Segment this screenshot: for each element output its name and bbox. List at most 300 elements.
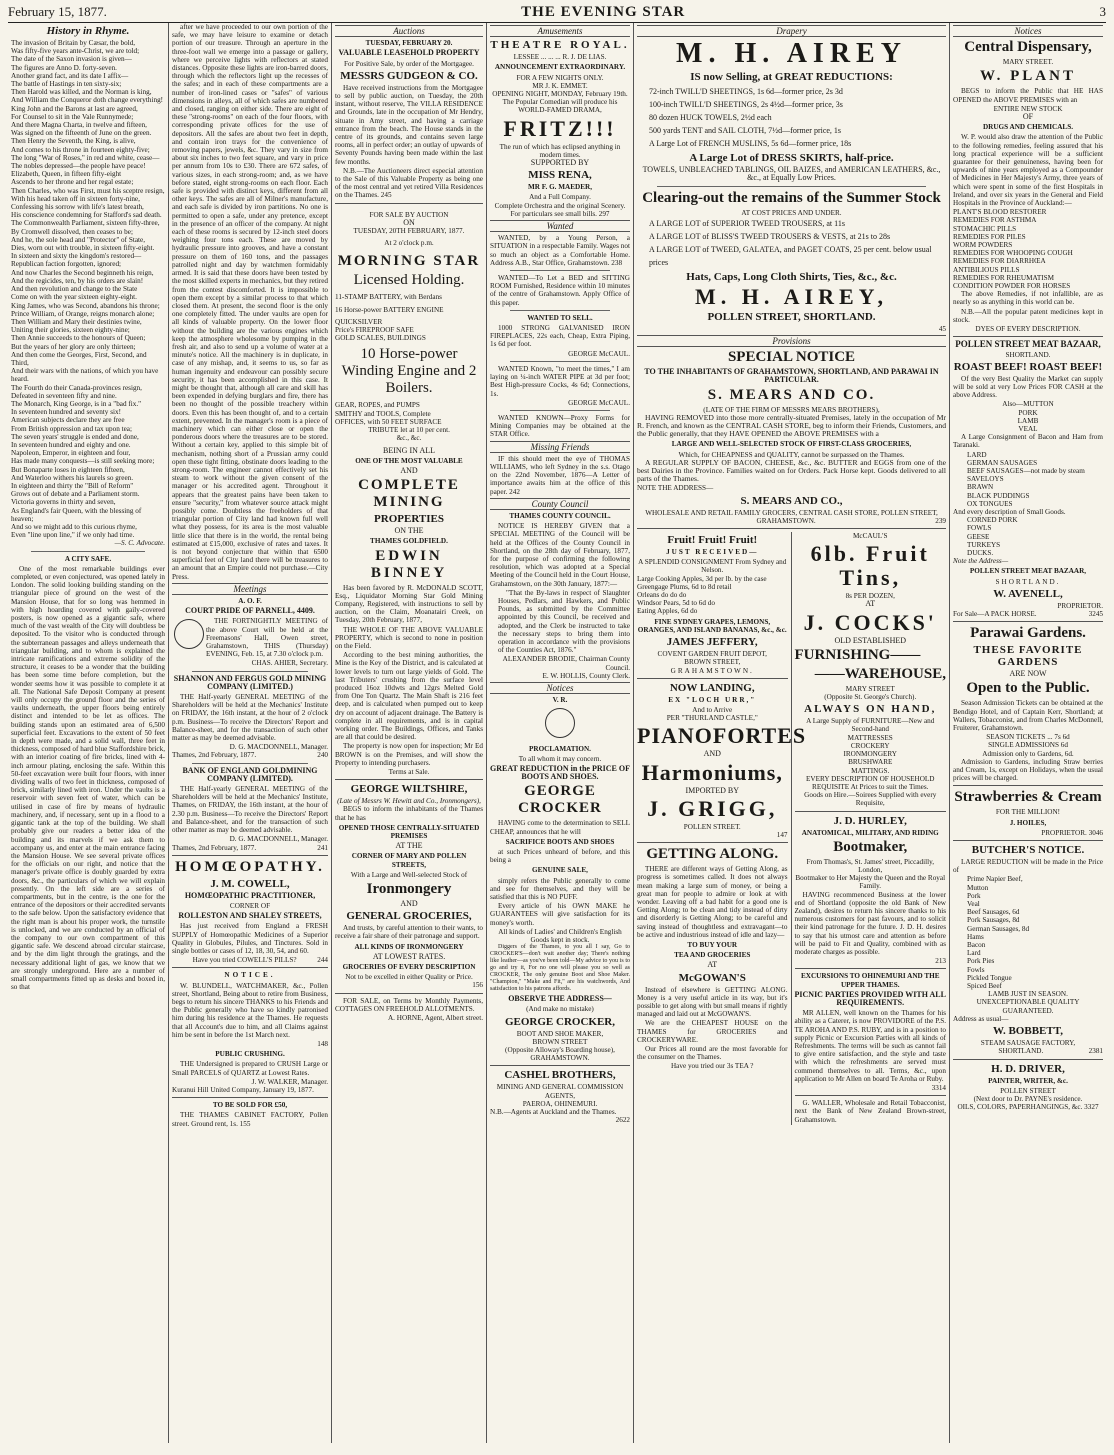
shannon-text: THE Half-yearly GENERAL MEETING of the Shareholders will be held at the Mechanics' Institute on FRIDAY, the 16th instant, at the hour of 2 o'clock p.m. Business—To receive the Directors' Report and Balance-sheet, and for the transaction of such other matter as may be deemed advisable.: [172, 693, 328, 743]
fruit: Fruit! Fruit! Fruit!: [667, 534, 758, 547]
adm2: Admission to Gardens, including Straw berries and Cream, 1s, except on Holidays, when the usual prices will be charged.: [953, 757, 1103, 783]
ironm: IRONMONGERY: [843, 750, 897, 759]
wk2: WANTED KNOWN—Proxy Forms for Mining Companies may be obtained at the STAR Office.: [490, 413, 630, 439]
next: (Next door to Dr. PAYNE's residence.: [973, 1094, 1083, 1103]
cuts: [953, 875, 1103, 990]
of: OF: [1022, 112, 1034, 122]
grapes: FINE SYDNEY GRAPES, LEMONS, ORANGES, AND ISLAND BANANAS, &c., &c.: [637, 617, 787, 634]
cut-item: Pork: [967, 891, 981, 900]
cost: AT COST PRICES AND UNDER.: [741, 208, 842, 217]
tcc: THAMES COUNTY COUNCIL.: [509, 511, 611, 520]
col5-lower: [637, 532, 946, 1125]
poem-line: The battle of Hastings in ten sixty-six;: [11, 80, 122, 89]
mcg-text: Instead of elsewhere is GETTING ALONG. Money is a very useful article in its way, but it's possible to get along with but small means if rightly managed and laid out at McGOWAN'S.: [637, 985, 788, 1019]
butcher: BUTCHER'S NOTICE.: [971, 844, 1085, 857]
bank-title: BANK OF ENGLAND GOLDMINING COMPANY (LIMITED).: [182, 765, 318, 783]
tuesday: TUESDAY, FEBRUARY 20.: [365, 39, 453, 48]
cowell-text: Has just received from England a FRESH SUPPLY of Homœopathic Medicines of a Superior Quality in Globules, Pilules, and Tinctures. Sold in single bottles or cases of 12, 18, 30, 54, and 60.: [172, 922, 328, 955]
always: ALWAYS ON HAND,: [804, 703, 937, 716]
bank-text: THE Half-yearly GENERAL MEETING of the Shareholders will be held at the Mechanics' Institute, Thames, on FRIDAY, the 16th instant, at the hour of 2.30 p.m. Business—To receive the Directors' Report and Balance-sheet, and for the transaction of such other matter as may be deemed advisable.: [172, 785, 328, 835]
shannon-sign: D. G. MACDONNELL, Manager.: [229, 743, 328, 752]
great: GREAT REDUCTION in the PRICE OF BOOTS AND SHOES.: [490, 764, 630, 782]
licensed: Licensed Holding.: [353, 272, 465, 289]
valuable: VALUABLE LEASEHOLD PROPERTY: [338, 48, 480, 58]
cut-item: Hams: [967, 932, 984, 941]
drugs: DRUGS AND CHEMICALS.: [982, 123, 1074, 132]
lard-item: BLACK PUDDINGS: [967, 491, 1030, 500]
cashel: CASHEL BROTHERS,: [504, 1069, 616, 1082]
run: The run of which has eclipsed anything in modern times.: [499, 142, 621, 159]
binney-text2: According to the best mining authorities, the Mine is the Key of the District, and is calculated at lower levels to turn out large yields of Gold. The last Tributers' crushing from the surface level produced 16oz 10dwts and 12grs Melted Gold from One Ton Quartz. The Main Shaft is 216 feet deep, and is calculated when pumped out to keep dry on account of adjacent drainage. The Battery is complete in all requirements, and is in capital working order. The Buildings, Offices, and Tanks are all that could be desired.: [335, 651, 483, 742]
wanted1: WANTED, by a Young Person, a SITUATION in a respectable Family. Wages not so much an object as a Comfortable Home. Address A.B., Star Office, Grahamstown. 238: [490, 234, 630, 267]
are-now: ARE NOW: [1009, 669, 1047, 679]
poem-line: Then Harold was killed, and the Norman is king,: [11, 88, 152, 97]
city-safe-continued: after we have proceeded to our own portion of the safe, we may have leisure to examine or detach portion of our treasure. Through an aperture in the three-foot wall we emerge into a passage or gallery, where we perceive lights with reflectors at stated distances. Opposite these lights are iron-barred doors, through which the reflectors light up the recesses of the safes; and in each of these compartments are a number of iron-lined cases or "safes" of various dimensions in alleys, all of which safes are numbered and closed, ranging on either side. There are eight of these "strong-rooms" on each of the four floors, with corresponding private offices for the use of depositors. All the safes are about two feet in depth, and contain iron trays for the convenience of removing papers, jewels, &c. They vary in size from about six inches to two feet square, and vary in price per annum from 10s to £30. There are 672 safes, of various sizes, in each strong-room; and, as we have before stated, eight strong-rooms on each floor. Each safe is provided with distinct keys, different from all other keys. The safes are all of Milner's manufacture, and each safe is divided by iron partitions. No one is permitted to open a safe, under any pretence, except in the presence of an officer of the company. At night each of these rooms is secured by 12-inch steel doors weighing four tons each. These are moved by hydraulic pressure into grooves, and have a constant pressure on them of 160 tons, and the passages patrolled night and day by watchmen formidably armed. It is said that these doors have been tested by the most skilled experts in mechanics, but they retired from the contest discomforted. It is impossible to open them except by a similar process to that which closed them. At present, the second floor is the only one completely fitted. The under vaults are open for all kinds of valuable property. On the lower floor without the building are the various engines which keep the atmosphere wholesome by pumping in the fresh air, and also to send up a volume of water at a minute's notice. All the machinery is in duplicate, in case of any mishap, and, it seems to us, so far as human ingenuity and endeavour can possibly secure security, it has been accomplished in this case. It might be thought that, although all care and skill has been expended in defying burglars and fire, there has been no thought of the possible treachery within doors. Even this has been thought of, and to a certain extent, prevented. In the manager's room is a piece of machinery which can either close or open the ponderous doors where the treasures are to be stored. Without a certain key, applied to this simple bit of mechanism, nothing short of a Prussian army could open these tight fitting, obstinate doors leading to the strong-room. The engineer cannot effectively set his steam to work without the given consent of the manager or his accredited agent. Throughout it appears that the greatest pains have been taken to ensure "security," from whatever source attack might possibly come. Doubtless the freeholders of that triangular portion of City land had known full well what they possess, for its area is the most valuable little slice that there is in the world, the rental being estimated at £15,000, exclusive of rates and taxes. It is not beyond conjecture that within that 6500 superficial feet of City land there will be treasures to an amount that an Empire could not purchase.—City Press.: [172, 23, 328, 581]
poem: [11, 39, 165, 539]
painter: PAINTER, WRITER, &c.: [988, 1076, 1068, 1085]
remedy-item: WORM POWDERS: [953, 241, 1013, 250]
shortland3: SHORTLAND. 2381: [998, 1047, 1103, 1056]
meat-item: LAMB: [1017, 416, 1039, 425]
cowell-question: Have you tried COWELL'S PILLS? 244: [192, 956, 328, 965]
now: NOW LANDING,: [669, 681, 755, 694]
corned-item: CORNED PORK: [967, 516, 1018, 525]
poem-line: And now Charles the Second beginneth his reign,: [11, 268, 154, 277]
shannon-date: Thames, 2nd February, 1877. 240: [172, 751, 328, 760]
and: AND: [703, 749, 721, 759]
lessee: LESSEE ... ... ... R. J. DE LIAS.: [513, 53, 607, 62]
mccaul: GEORGE McCAUL.: [568, 349, 630, 358]
cut-item: Fowls: [967, 965, 985, 974]
these: THESE FAVORITE GARDENS: [973, 644, 1083, 669]
opening: OPENING NIGHT, MONDAY, February 19th.: [492, 90, 628, 99]
at2: At 2 o'clock p.m.: [384, 239, 434, 248]
poem-line: Another grand fact, and its date I affix—: [11, 71, 129, 80]
masthead-date: February 15, 1877.: [8, 4, 107, 19]
all-kinds: ALL KINDS OF IRONMONGERY: [354, 942, 464, 951]
mcgowan: McGOWAN'S: [678, 971, 746, 984]
mary: MARY STREET.: [1002, 58, 1054, 67]
gudgeon: MESSRS GUDGEON & CO.: [340, 69, 478, 82]
fruit-item: Windsor Pears, 5d to 6d do: [637, 599, 715, 608]
agents: N.B.—Agents at Auckland and the Thames. 2622: [490, 1108, 630, 1125]
remedy-item: REMEDIES FOR PILES: [953, 232, 1026, 241]
being: BEING IN ALL: [383, 445, 435, 455]
bobbett: W. BOBBETT,: [992, 1025, 1063, 1038]
mears: S. MEARS AND CO.: [707, 386, 876, 403]
col5-right: [792, 532, 947, 1125]
offices: OFFICES, with 50 FEET SURFACE: [335, 417, 442, 426]
prop: PROPRIETOR.: [1057, 601, 1103, 610]
poem-line: In seventeen hundred and eighty and one.: [11, 440, 131, 449]
nb: N.B.—All the popular patent medicines kept in stock.: [953, 307, 1103, 324]
corned-item: TURKEYS: [967, 540, 1001, 549]
lard-item: OX TONGUES: [967, 499, 1013, 508]
covent: COVENT GARDEN FRUIT DEPOT,: [657, 650, 767, 659]
wts: WANTED TO SELL.: [527, 313, 593, 322]
large: LARGE AND WELL-SELECTED STOCK OF FIRST-CLASS GROCERIES,: [671, 440, 912, 449]
poem-line: The long "War of Roses," in red and white, cease—: [11, 153, 160, 162]
poem-line: By Cromwell dissolved, then ceases to be;: [11, 227, 133, 236]
auctions-header: Auctions: [335, 25, 483, 37]
crushing-company: Kuranui Hill United Company, January 19, 1877.: [172, 1085, 314, 1094]
poem-line: Ascends to her throne and her regal estate;: [11, 178, 134, 187]
and: AND: [400, 465, 418, 475]
cut-item: Pork Sausages, 8d: [967, 916, 1020, 925]
bazaar2: POLLEN STREET MEAT BAZAAR,: [969, 567, 1087, 576]
columns: [8, 23, 1106, 1443]
genuine: GENUINE SALE,: [532, 866, 588, 875]
thurland: PER "THURLAND CASTLE,": [666, 714, 758, 723]
poem-line: Confessing his sorrow with life's latest breath,: [11, 203, 144, 212]
blundell-text: W. BLUNDELL, WATCHMAKER, &c., Pollen street, Shortland, Being about to retire from Business, begs to return his sincere THANKS to his Friends and the Public generally who have so kindly patronised him during his residence at the Thames. He requests that all Account's due to him, and all Claims against him be sent in before the 1st March next.: [172, 981, 328, 1039]
lard-item: GERMAN SAUSAGES: [967, 458, 1038, 467]
at: AT: [707, 960, 718, 970]
ironmongery: Ironmongery: [366, 881, 452, 898]
crocker-text2: at such Prices unheard of before, and this being a: [490, 848, 630, 865]
city-safe-article: One of the most remarkable buildings ever completed, or even conjectured, was opened lately in London. The solid looking building standing on the triangular piece of ground on the west of the Mansion House, that for so long was hemmed in with high hoarding covered with gaily-covered posters, is now opened as a gigantic safe, where much of the vast wealth of the City will doubtless be deposited. To the visitor who is conducted through the subterranean passages and alleys underneath that triangular building, and to whom is explained the intricate ramifications and extreme solidity of the structure, it ceases to be a wonder that the building has been some time before completion, but the wonder seems how it was possible to complete it at all. The National Safe Deposit Company at present will only occupy the ground floor and the series of vaults underneath, the upper floors being entirely distinct and intended to be let as offices. The building stands upon an estimated area of 6,500 superficial feet. Excavations to the extent of 50 feet in depth were made, and a solid wall, three feet in thickness, composed of hard blue Staffordshire brick, with an interior coating of fire bricks, lined with 4-inch armour plating, enclosing the safe. Within this 50-feet excavation were built four floors, with inner dividing walls of two feet in thickness, composed of brick, similarly lined with iron. Under the vaults is a reservoir with seven feet of water, which can be utilised in case of fire by means of hydraulic machinery, and, if necessary, sent up in a flood to a gigantic tank at the top of the building. We shall probably give our readers a better idea of the building and its marvels if we ask them to accompany us, and enter at the main entrance facing the Mansion House. We see several private offices for the officials on our right, and notice that the manager's private office is doubly guarded by extra doors, &c., the particulars of which we will explain presently. On the left side are a series of compartments, but in the centre, is the one for the entrance of the depositors or their accredited servants to the safe below. Upon the satisfactory evidence that the right man is about his proper work, the turnstile is unlocked, and we are conducted by an official of the company to our own compartment of this gigantic safe. We descend abroad circular staircase, and by the dim light through the gratings, and the necessary additional light of gas, we know that we are strongly underground. Here are a number of small compartments fitted up as desks and boxed in, so that: [11, 564, 165, 992]
positive: For Positive Sale, by order of the Mortgagee.: [344, 59, 474, 68]
also: Also—MUTTON: [1002, 400, 1054, 409]
every6: And every description of Small Goods.: [953, 507, 1066, 516]
poem-line: Defeated in seventeen fifty and nine.: [11, 391, 117, 400]
lard-item: LARD: [967, 450, 987, 459]
num-148: 148: [317, 1039, 328, 1048]
hollis: E. W. HOLLIS, County Clerk.: [542, 671, 630, 680]
poem-line: As England's fair Queen, with the blessing of heaven;: [11, 506, 142, 523]
cut-item: German Sausages, 8d: [967, 924, 1030, 933]
million: FOR THE MILLION!: [995, 808, 1061, 817]
drapery-header: Drapery: [637, 25, 946, 37]
notices-header: Notices: [490, 682, 630, 694]
from: From Thomas's, St. James' street, Piccadilly, London,: [806, 857, 935, 874]
provisions-header: Provisions: [637, 335, 946, 347]
lard-item: BRAWN: [967, 483, 994, 492]
arrive: And to Arrive: [692, 705, 733, 714]
poem-line: And comes to his throne in fourteen eighty-five;: [11, 145, 150, 154]
crushing-title: PUBLIC CRUSHING.: [215, 1050, 285, 1059]
anat: ANATOMICAL, MILITARY, AND RIDING: [801, 828, 939, 837]
whole: WHOLESALE AND RETAIL FAMILY GROCERS, CENTRAL CASH STORE, POLLEN STREET, GRAHAMSTOWN. 239: [645, 508, 946, 525]
dress: A Large Lot of DRESS SKIRTS, half-price.: [689, 152, 894, 165]
drapery-item: A Large Lot of FRENCH MUSLINS, 5s 6d—former price, 18s: [649, 139, 852, 149]
column-1: [8, 23, 169, 1443]
gtown: GRAHAMSTOWN.: [530, 1054, 590, 1063]
horne: A. HORNE, Agent, Albert street.: [387, 1014, 483, 1023]
poem-line: Then William and Mary their destinies twine,: [11, 317, 142, 326]
poem-line: The nobles depressed—the people have peace!: [11, 162, 146, 171]
piano: PIANOFORTES: [637, 723, 807, 749]
remedy-item: ANTIBILIOUS PILLS: [953, 265, 1020, 274]
masthead-page: 3: [1099, 4, 1106, 19]
poem-line: The date of the Saxon invasion is given—: [11, 55, 132, 64]
poem-line: Napoleon, Emperor, in eighteen and four,: [11, 449, 131, 458]
fritz: FRITZ!!!: [503, 115, 617, 141]
remedy-item: CONDITION POWDER FOR HORSES: [953, 282, 1071, 291]
emmet: MR J. K. EMMET.: [532, 81, 588, 90]
mccaul: McCAUL'S: [853, 532, 888, 541]
lard-item: SAVELOYS: [967, 475, 1004, 484]
mccaul2: GEORGE McCAUL.: [568, 398, 630, 407]
corned-item: GEESE: [967, 532, 990, 541]
gudgeon-text: Have received instructions from the Mortgagee to sell by public auction, on Tuesday, the 20th instant, without reserve, The VILLA RESIDENCE and Grounds, late in the occupation of Mr Hendry, situate in Amy street, and having a carriage entrance from the beach. The House stands in the centre of its grounds, and contains seven large rooms, all in perfect order; an outlay of upwards of Seventy Pounds having been made within the last few months.: [335, 83, 483, 166]
complete: COMPLETE MINING: [358, 477, 460, 511]
lard: [953, 451, 1103, 508]
season: SEASON TICKETS ... 7s 6d: [986, 733, 1070, 742]
col5-left: [637, 532, 807, 1125]
pollen2: POLLEN STREET.: [683, 822, 741, 831]
poem-line: King John and the Barons at last are agreed,: [11, 104, 138, 113]
extraordinary: ANNOUNCEMENT EXTRAORDINARY.: [494, 63, 626, 72]
brush: BRUSHWARE: [848, 758, 893, 767]
pollen6: POLLEN STREET: [1000, 1086, 1056, 1095]
hurley-text: HAVING recommenced Business at the lower end of Shortland (opposite the old Bank of New Zealand), desires to return his sincere thanks to his numerous customers for past favours, and to solicit their kind patronage for the future. J. D. H. desires to say that his utmost care and attention as before will be paid to Fit and Quality, combined with as moderate charges as possible.: [794, 890, 946, 956]
column-3: [332, 23, 487, 1443]
cut-item: Pickled Tongue: [967, 973, 1012, 982]
brodie: ALEXANDER BRODIE, Chairman County Council.: [502, 655, 630, 672]
getting-text: THERE are different ways of Getting Along, as progress is sometimes called. It does not always mean making a large sum of money, or being a great man for people to admire or look at with wonder. Leaving off a bad habit for a good one is Getting Along; to be clean and tidy instead of dirty and disorderly is Getting Along; to be careful and saving instead of thoughtless and extravagant—to be active and industrious instead of idle and lazy—: [637, 865, 788, 939]
fruit-list: [637, 575, 788, 616]
tcc-text: NOTICE IS HEREBY GIVEN that a SPECIAL MEETING of the Council will be held at the Offices of the County Council in Shortland, on the 28th day of February, 1877, for the purpose of confirming the following resolution, which was adopted at a Special Meeting of the Council held in the Court House, Grahamstown, on the 30th January, 1877:—: [490, 522, 630, 588]
orchestra: Complete Orchestra and the original Scenery. For particulars see small bills. 297: [494, 201, 626, 218]
poem-line: For Counsel to sit in the Vale Runnymede;: [11, 112, 134, 121]
single: SINGLE ADMISSIONS 6d: [988, 741, 1068, 750]
cut-item: Mutton: [967, 883, 989, 892]
tea: TEA AND GROCERIES: [674, 951, 751, 960]
poem-line: And Waterloo withers his laurels so green.: [11, 473, 134, 482]
cashel-sub: MINING AND GENERAL COMMISSION AGENTS,: [496, 1083, 624, 1100]
thousand: 1000 STRONG GALVANISED IRON FIREPLACES, 22s each, Cheap, Extra Piping, 1s 6d per foot.: [490, 324, 630, 349]
meat-item: VEAL: [1018, 424, 1038, 433]
opp: (Opposite Alloway's Boarding house),: [505, 1046, 615, 1055]
plant-text: BEGS to inform the Public that HE HAS OPENED the ABOVE PREMISES with an: [953, 87, 1103, 104]
wk1: WANTED Known, "to meet the times," I am laying on ¼-inch WATER PIPE at 3d per foot; Best High-pressure Cocks, 4s 6d; Connections, 1s.: [490, 364, 630, 398]
binney: EDWIN BINNEY: [370, 547, 448, 581]
rena: MISS RENA,: [528, 169, 592, 182]
amusements-header: Amusements: [490, 25, 630, 37]
column-4: [487, 23, 634, 1443]
dyes: DYES OF EVERY DESCRIPTION.: [975, 325, 1081, 334]
cut-item: Veal: [967, 900, 980, 909]
buy: TO BUY YOUR: [687, 940, 738, 949]
above: The above Remedies, if not infallible, are as nearly so as anything in this world can be.: [953, 290, 1103, 307]
corned: [953, 516, 1103, 557]
crocker: GEORGE CROCKER: [518, 783, 602, 817]
crushing-text: THE Undersigned is prepared to CRUSH Large or Small PARCELS of QUARTZ at Lowest Rates.: [172, 1060, 328, 1077]
driver: H. D. DRIVER,: [991, 1062, 1065, 1075]
on-the: ON THE: [394, 526, 424, 536]
lot-item: A LARGE LOT of TWEED, GALATEA, and PAGET COATS, 25 per cent. below usual prices: [649, 244, 932, 267]
loch: EX "LOCH URR,": [668, 695, 757, 704]
inhab: TO THE INHABITANTS OF GRAHAMSTOWN, SHORTLAND, AND PARAWAI IN PARTICULAR.: [644, 367, 939, 385]
poem-line: Then Annie succeeds to the honours of Queen;: [11, 334, 146, 343]
etc: &c., &c.: [396, 434, 422, 443]
mattress: MATTRESSES: [847, 733, 893, 742]
remedy-item: PLANT'S BLOOD RESTORER: [953, 208, 1047, 217]
bank-sign: D. G. MACDONNELL, Manager.: [229, 835, 328, 844]
theatre: THEATRE ROYAL.: [490, 39, 630, 52]
prop2: PROPRIETOR. 3046: [1041, 828, 1103, 837]
meat-item: PORK: [1018, 408, 1038, 417]
poem-line: The Monarch, King George, is in a "bad fix.": [11, 399, 142, 408]
poem-line: And there Magna Charta, in twelve and fifteen,: [11, 121, 147, 130]
poem-line: Uniting their glories, sixteen eighty-nine;: [11, 326, 130, 335]
lot-item: A LARGE LOT of SUPERIOR TWEED TROUSERS, at 11s: [649, 218, 845, 228]
entire: ENTIRE NEW STOCK: [993, 104, 1063, 113]
poem-line: Victoria governs in thirty and seven,: [11, 498, 116, 507]
poem-line: Grows out of debate and a Parliament storm.: [11, 490, 140, 499]
jeffery: JAMES JEFFERY,: [666, 636, 758, 649]
roast: ROAST BEEF! ROAST BEEF!: [953, 360, 1103, 373]
late: (LATE OF THE FIRM OF MESSRS MEARS BROTHERS),: [703, 405, 880, 414]
harm: Harmoniums,: [641, 759, 783, 785]
addr: Address as usual—: [953, 1014, 1009, 1023]
cheapest: We are the CHEAPEST HOUSE on the THAMES for GROCERIES and CROCKERYWARE.: [637, 1019, 788, 1044]
whole: THE WHOLE OF THE ABOVE VALUABLE PROPERTY, which is second to none in position on the Field.: [335, 625, 483, 650]
popular: The Popular Comedian will produce his WORLD-FAMED DRAMA,: [502, 98, 618, 115]
poem-line: Prince William, of Orange, reigns monarch alone;: [11, 309, 155, 318]
poem-line: King James, who was Second, abandons his throne;: [11, 301, 160, 310]
remedy-item: REMEDIES FOR ASTHMA: [953, 216, 1037, 225]
wanted-header: Wanted: [490, 220, 630, 232]
brown: BROWN STREET: [532, 1037, 588, 1046]
sold-text: THE THAMES CABINET FACTORY, Pollen street. Ground rent, 1s. 155: [172, 1111, 328, 1128]
hoiles: J. HOILES,: [1009, 818, 1047, 827]
with: With a Large and Well-selected Stock of: [350, 870, 468, 879]
num-45: 45: [938, 324, 946, 333]
every: EVERY DESCRIPTION OF HOUSEHOLD REQUISITE At Prices to suit the Times.: [805, 774, 935, 791]
paeroa: PAEROA, OHINEMURI.: [522, 1099, 598, 1108]
column-5: [634, 23, 950, 1443]
and2: AND: [400, 899, 418, 909]
lots: [637, 217, 946, 269]
poem-line: In eighteen and thirty the "Bill of Reform": [11, 481, 134, 490]
poem-line: But Bonaparte loses in eighteen fifteen,: [11, 465, 125, 474]
homoeopathy-title: HOMŒOPATHY.: [175, 858, 325, 875]
crocker-text: HAVING come to the determination to SELL CHEAP, announces that he will: [490, 819, 630, 836]
num-147: 147: [776, 830, 788, 839]
poem-line: And he, the sole head and "Protector" of State,: [11, 235, 146, 244]
mears-text: HAVING REMOVED into those more centrally-situated Premises, lately in the occupation of Mr R. French, and known as the CENTRAL CASH STORE, beg to inform their Friends, Customers, and the Public generally, that they HAVE OPENED the ABOVE PREMISES with a: [637, 412, 946, 439]
excursions: EXCURSIONS TO OHINEMURI AND THE UPPER THAMES.: [800, 972, 940, 989]
masthead: [8, 4, 1106, 23]
mears2: S. MEARS AND CO.,: [740, 494, 843, 507]
remedy-item: REMEDIES FOR DIARRHŒA: [953, 257, 1046, 266]
poem-line: Dies, worn out with trouble, in sixteen fifty-eight.: [11, 244, 155, 253]
nomistake: (And make no mistake): [526, 1005, 594, 1014]
picnic: PICNIC PARTIES PROVIDED WITH ALL REQUIREMENTS.: [794, 989, 946, 1007]
company: And a Full Company.: [529, 193, 591, 202]
every: Every article of his OWN MAKE he GUARANTEES will give satisfaction for its money's worth.: [490, 902, 630, 927]
just: JUST RECEIVED—: [666, 548, 759, 557]
clearing: Clearing-out the remains of the Summer Stock: [642, 189, 941, 206]
waller: G. WALLER, Wholesale and Retail Tobacconist, next the Bank of New Zealand Brown-street, Grahamstown.: [794, 1099, 946, 1124]
hire: Goods on Hire.—Soirees Supplied with every Requisite,: [804, 791, 937, 808]
per: 8s PER DOZEN,: [845, 592, 895, 601]
not-be: Not to be excelled in either Quality or Price.: [345, 973, 473, 982]
corned-item: FOWLS: [967, 524, 992, 533]
diggers: Diggers of the Thames, to you all I say, Go to CROCKER'S—don't wait another day; There's nothing like leather—as you've been told—My advice to you is to go and try it, For no one will please you so well as CROCKER, The only genuine Boot and Shoe Maker. "Champion," "Make and Fit," are his watchwords, And satisfaction to his patrons affords.: [490, 944, 630, 993]
poem-line: Elizabeth, Queen, in fifteen fifty-eight: [11, 170, 122, 179]
season-text: Season Admission Tickets can be obtained at the Bendigo Hotel, and of Captain Kerr, Shortland; at Wallers, Tobacconist, and from Charles McDonnell, Fruiterer, Grahamstown.: [953, 699, 1103, 732]
mattings: MATTINGS.: [851, 766, 890, 775]
masthead-title: THE EVENING STAR: [521, 4, 686, 20]
for-sale: FOR SALE BY AUCTION: [369, 210, 449, 219]
tgf: THAMES GOLDFIELD.: [370, 537, 448, 546]
poem-line: And their wars with the nations, of which you have heard.: [11, 367, 159, 384]
quick: QUICKSILVER: [335, 317, 383, 326]
cut-item: Lard: [967, 949, 981, 958]
drapery-item: 72-inch TWILL'D SHEETINGS, 1s 6d—former price, 2s 3d: [649, 87, 843, 97]
old: OLD ESTABLISHED: [834, 635, 907, 645]
fruit-item: Eating Apples, 6d do: [637, 607, 698, 616]
mary: MARY STREET: [845, 684, 895, 693]
imported: IMPORTED BY: [685, 785, 740, 795]
groceries: GENERAL GROCERIES,: [346, 910, 472, 923]
poem-line: The seven years' struggle is ended and done,: [11, 432, 139, 441]
poem-credit: —S. C. Advocate.: [114, 539, 165, 548]
maeder: MR F. G. MAEDER,: [527, 183, 593, 192]
wiltshire-text: BEGS to inform the inhabitants of the Thames that he has: [335, 805, 483, 822]
genuine-text: simply refers the Public generally to come and see for themselves, and they will be satisfied that this is NO PUFF.: [490, 876, 630, 902]
brown: BROWN STREET,: [684, 658, 741, 667]
sold-title: TO BE SOLD FOR £50,: [212, 1101, 288, 1110]
drapery-item: 80 dozen HUCK TOWELS, 2½d each: [649, 113, 772, 123]
poem-line: The Fourth do their Canada-provinces resign,: [11, 383, 142, 392]
straw: Strawberries & Cream: [954, 789, 1102, 806]
pollen-meat: POLLEN STREET MEAT BAZAAR,: [955, 339, 1101, 350]
poem-line: The Commonwealth Parliament, sixteen fifty-three,: [11, 219, 160, 228]
stamp: 11-STAMP BATTERY, with Berdans: [335, 293, 442, 302]
remedy-item: REMEDIES FOR RHEUMATISM: [953, 273, 1055, 282]
warehouse: ——WAREHOUSE,: [814, 665, 946, 682]
court-sign: CHAS. AHIER, Secretary.: [251, 659, 328, 668]
poem-line: Come on with the year sixteen eighty-eight.: [11, 293, 137, 302]
column-6: [950, 23, 1106, 1443]
queen: Bootmaker to Her Majesty the Queen and the Royal Family.: [795, 874, 946, 891]
hats: Hats, Caps, Long Cloth Shirts, Ties, &c., &c.: [686, 270, 897, 283]
gudgeon-nb: N.B.—The Auctioneers direct especial attention to the Sale of this Valuable Property as being one of the most central and yet retired Villa Residences on the Thames. 245: [335, 166, 483, 200]
poem-line: Has made many conquests—is still seeking more;: [11, 457, 155, 466]
steam: STEAM SAUSAGE FACTORY,: [980, 1039, 1076, 1048]
lowest: AT LOWEST RATES.: [372, 951, 446, 961]
gold: GOLD SCALES, BUILDINGS: [335, 334, 426, 343]
court-text: THE FORTNIGHTLY MEETING of the above Court will be held at the Freemasons' Hall, Owen street, Grahamstown, THIS (Thursday) EVENING, Feb. 15, at 7.30 o'clock p.m.: [206, 617, 328, 659]
cowell-sub: HOMŒOPATHIC PRACTITIONER,: [184, 890, 316, 900]
to-all: To all whom it may concern.: [518, 754, 602, 763]
poem-line: Was signed on the fifteenth of June on the green.: [11, 129, 152, 138]
aof: A. O. F.: [238, 597, 262, 606]
airey2: M. H. AIREY,: [694, 283, 889, 309]
poem-line: Then Charles, who was First, must his sceptre resign,: [11, 186, 165, 195]
poem-line: Was fifty-five years ante-Christ, we are told;: [11, 47, 140, 56]
corned-item: DUCKS.: [967, 548, 994, 557]
parawai: Parawai Gardens.: [970, 625, 1086, 642]
getting: GETTING ALONG.: [646, 846, 779, 863]
gtown: GRAHAMSTOWN.: [670, 666, 754, 675]
cut-item: Beef Sausages, 6d: [967, 908, 1020, 917]
few: FOR A FEW NIGHTS ONLY.: [516, 73, 604, 82]
wiltshire-sub: (Late of Messrs W. Hewitt and Co., Ironmongers),: [337, 797, 481, 806]
poem-line: The figures are Anno D. forty-seven.: [11, 63, 117, 72]
drapery-item: 100-inch TWILL'D SHEETINGS, 2s 4½d—former price, 3s: [649, 100, 843, 110]
vr: V. R.: [552, 696, 568, 705]
towels: TOWELS, UNBLEACHED TABLINGS, OIL BAIZES, and AMERICAN LEATHERS, &c., &c., at Equally Low Prices.: [642, 165, 941, 183]
open: Open to the Public.: [966, 680, 1090, 697]
sacrifice: SACRIFICE BOOTS AND SHOES: [505, 837, 615, 846]
notices-header-6: Notices: [953, 25, 1103, 37]
num-213: 213: [935, 957, 946, 966]
